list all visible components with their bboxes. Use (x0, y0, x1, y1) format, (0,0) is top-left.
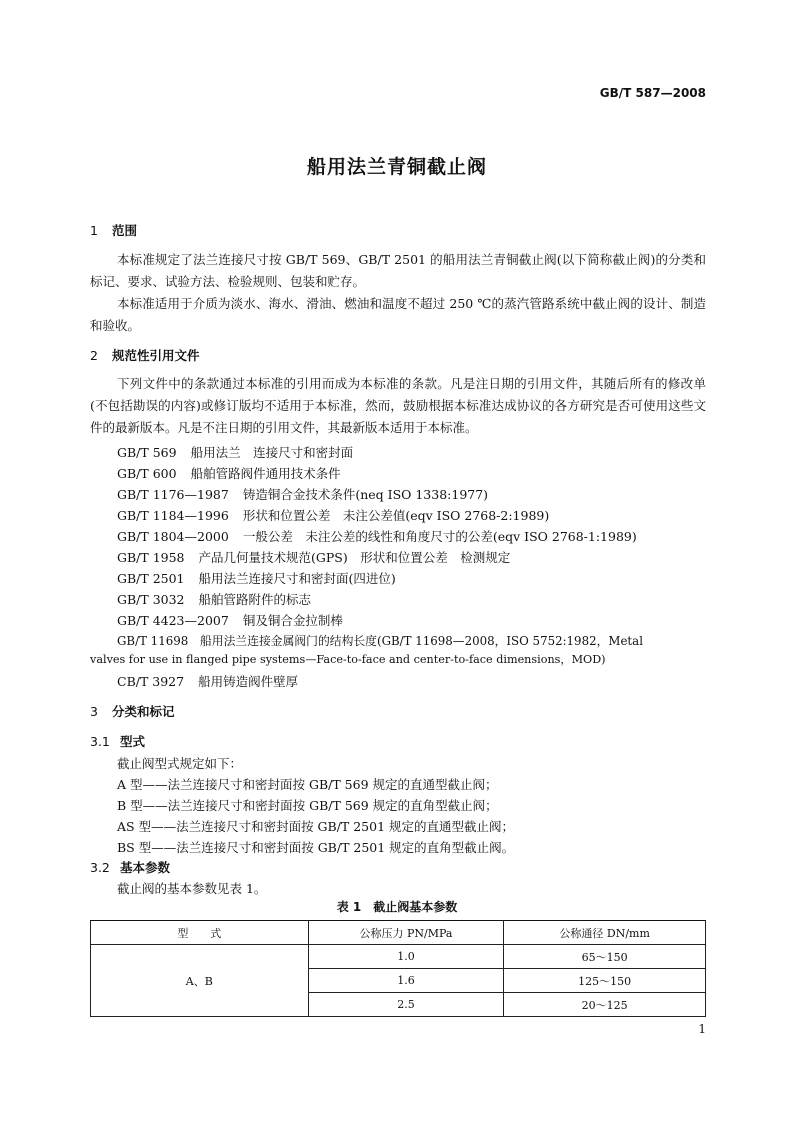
subsection-3-1-heading (90, 732, 145, 750)
basic-parameters-table (90, 920, 706, 1017)
reference-item (117, 672, 298, 690)
pressure-cell: 2.5 (308, 993, 504, 1017)
reference-title: 船舶管路附件的标志 (198, 592, 312, 607)
type-definition-line: A 型——法兰连接尺寸和密封面按 GB/T 569 规定的直通型截止阀； (117, 777, 498, 792)
subsection-title: 基本参数 (120, 860, 171, 875)
reference-item (117, 464, 341, 482)
reference-title: 形状和位置公差 未注公差值(eqv ISO 2768-2:1989) (242, 508, 550, 523)
reference-title: 铜及铜合金拉制棒 (242, 613, 343, 628)
diameter-cell: 65～150 (504, 945, 706, 969)
table-header-row (91, 921, 706, 945)
reference-item (117, 590, 311, 608)
reference-item (117, 443, 353, 461)
reference-code: GB/T 1958 (117, 550, 185, 565)
section-title: 范围 (112, 223, 138, 238)
section-2-intro: 下列文件中的条款通过本标准的引用而成为本标准的条款。凡是注日期的引用文件，其随后所有的修改单(不包括勘误的内容)或修订版均不适用于本标准，然而，鼓励根据本标准达成协议的各方研究是否可使用这些文件的最新版本。凡是不注日期的引用文件，其最新版本适用于本标准。 (90, 376, 706, 435)
reference-item (117, 611, 343, 629)
diameter-cell: 20～125 (504, 993, 706, 1017)
pressure-cell: 1.0 (308, 945, 504, 969)
basic-parameters-text: 截止阀的基本参数见表 1。 (117, 881, 267, 896)
reference-code: GB/T 2501 (117, 571, 185, 586)
reference-code: GB/T 569 (117, 445, 177, 460)
subsection-number: 3.1 (90, 734, 110, 749)
type-definition-line: 截止阀型式规定如下： (117, 756, 243, 771)
section-title: 分类和标记 (112, 704, 175, 719)
reference-title: 铸造铜合金技术条件(neq ISO 1338:1977) (242, 487, 489, 502)
reference-item (117, 548, 510, 566)
diameter-cell: 125～150 (504, 969, 706, 993)
page-number: 1 (698, 1022, 706, 1036)
header-type: 型 式 (91, 921, 309, 945)
reference-title: 船用法兰连接尺寸和密封面(四进位) (198, 571, 396, 586)
type-definition-line: BS 型——法兰连接尺寸和密封面按 GB/T 2501 规定的直角型截止阀。 (117, 840, 515, 855)
reference-item-long-line-1: GB/T 11698 船用法兰连接金属阀门的结构长度(GB/T 11698—2008，ISO 5752:1982，Metal (117, 634, 643, 648)
reference-title: 产品几何量技术规范(GPS) 形状和位置公差 检测规定 (198, 550, 511, 565)
reference-title: 一般公差 未注公差的线性和角度尺寸的公差(eqv ISO 2768-1:1989) (242, 529, 637, 544)
reference-code: GB/T 1184—1996 (117, 508, 229, 523)
table-row (91, 945, 706, 969)
reference-code: GB/T 3032 (117, 592, 185, 607)
type-definition-line: AS 型——法兰连接尺寸和密封面按 GB/T 2501 规定的直通型截止阀； (117, 819, 515, 834)
reference-item (117, 527, 637, 545)
standard-number: GB/T 587—2008 (599, 86, 706, 100)
reference-title: 船舶管路阀件通用技术条件 (190, 466, 341, 481)
type-cell: A、B (91, 945, 309, 1017)
header-nominal-pressure: 公称压力 PN/MPa (308, 921, 504, 945)
reference-code: GB/T 1176—1987 (117, 487, 229, 502)
reference-item (117, 485, 488, 503)
reference-code: CB/T 3927 (117, 674, 185, 689)
reference-code: GB/T 4423—2007 (117, 613, 229, 628)
type-definition-line: B 型——法兰连接尺寸和密封面按 GB/T 569 规定的直角型截止阀； (117, 798, 498, 813)
reference-title: 船用法兰 连接尺寸和密封面 (190, 445, 354, 460)
table-title: 表 1 截止阀基本参数 (336, 900, 458, 914)
section-number: 3 (90, 704, 98, 719)
reference-item (117, 506, 549, 524)
subsection-title: 型式 (120, 734, 146, 749)
pressure-cell: 1.6 (308, 969, 504, 993)
reference-item (117, 569, 396, 587)
section-1-paragraph-2: 本标准适用于介质为淡水、海水、滑油、燃油和温度不超过 250 ℃的蒸汽管路系统中截止阀的设计、制造和验收。 (90, 296, 706, 333)
section-3-heading (90, 702, 175, 720)
section-1-heading (90, 221, 137, 239)
header-nominal-diameter: 公称通径 DN/mm (504, 921, 706, 945)
reference-code: GB/T 600 (117, 466, 177, 481)
subsection-3-2-heading (90, 858, 170, 876)
reference-title: 船用铸造阀件壁厚 (198, 674, 299, 689)
document-title: 船用法兰青铜截止阀 (306, 156, 487, 178)
section-number: 1 (90, 223, 98, 238)
subsection-number: 3.2 (90, 860, 110, 875)
section-title: 规范性引用文件 (112, 348, 200, 363)
section-2-heading (90, 346, 200, 364)
section-number: 2 (90, 348, 98, 363)
section-1-paragraph-1: 本标准规定了法兰连接尺寸按 GB/T 569、GB/T 2501 的船用法兰青铜截止阀(以下简称截止阀)的分类和标记、要求、试验方法、检验规则、包装和贮存。 (90, 252, 706, 289)
reference-item-long-line-2: valves for use in flanged pipe systems—Face-to-face and center-to-face dimensions，MOD) (90, 653, 606, 666)
reference-code: GB/T 1804—2000 (117, 529, 229, 544)
